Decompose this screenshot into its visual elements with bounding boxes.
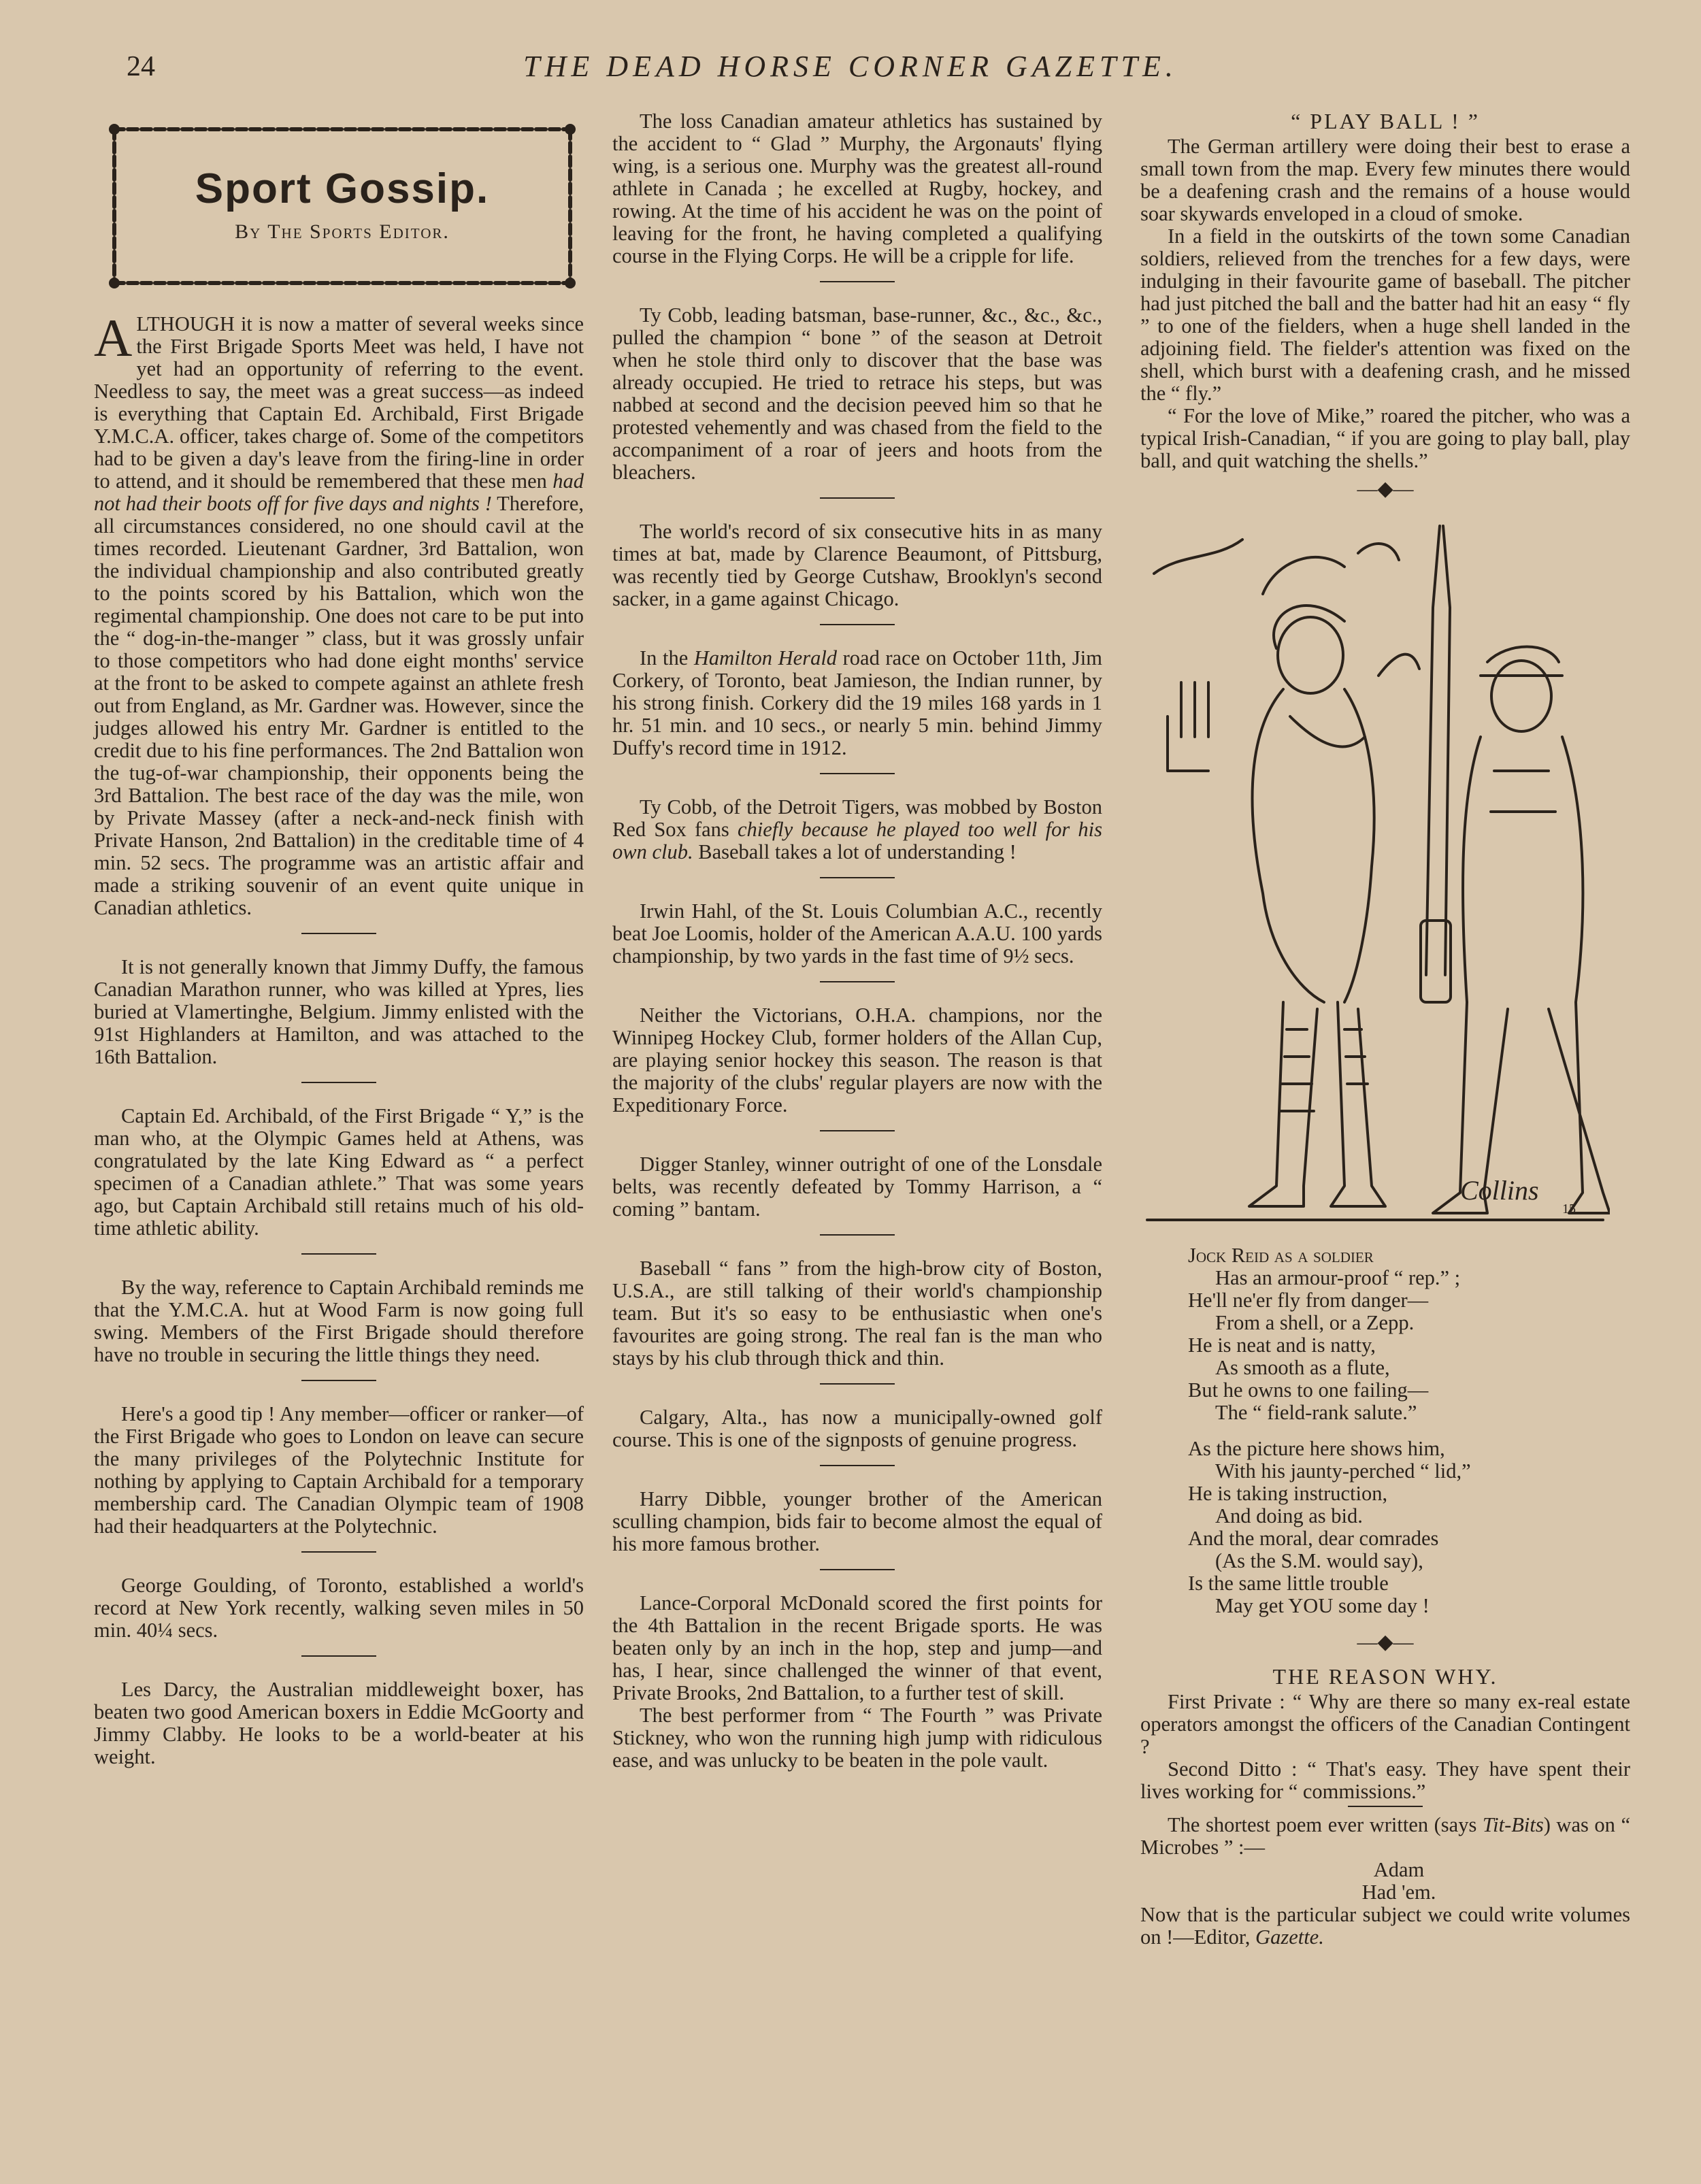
paragraph: In the Hamilton Herald road race on October 11th, Jim Corkery, of Toronto, beat Jamieson, the Indian runner, by his strong finish. Corkery did the 19 miles 168 yards in 1 hr. 51 min. and 10 secs., or nearly 5 min. behind Jimmy Duffy's record time in 1912. xyxy=(612,646,1102,759)
play-ball-heading: “ PLAY BALL ! ” xyxy=(1291,109,1480,133)
list-item xyxy=(612,304,1102,484)
separator-rule xyxy=(820,773,895,774)
paragraph: In a field in the outskirts of the town some Canadian soldiers, relieved from the trenches for a few days, were indulging in their favourite game of baseball. The pitcher had just pitched the ball and the batter had hit an easy “ fly ” to one of the fielders, when a huge shell landed in the adjoining field. The fielder's attention was fixed on the shell, which burst with a deafening crash, and he missed the “ fly.” xyxy=(1140,225,1630,405)
short-poem-line: Adam xyxy=(1373,1858,1425,1881)
paragraph: It is not generally known that Jimmy Duffy, the famous Canadian Marathon runner, who was killed at Ypres, lies buried at Vlamertinghe, Belgium. Jimmy enlisted with the 91st Highlanders at Hamilton, and was attached to the 16th Battalion. xyxy=(94,955,584,1068)
list-item xyxy=(612,1257,1102,1370)
cartoon-illustration xyxy=(1140,512,1610,1234)
separator-rule xyxy=(301,1082,376,1083)
paragraph: Captain Ed. Archibald, of the First Brigade “ Y,” is the man who, at the Olympic Games held at Athens, was congratulated by the late King Edward as “ a perfect specimen of a Canadian athlete.” That was some years ago, but Captain Archibald still retains much of his old-time athletic ability. xyxy=(94,1104,584,1240)
paragraph: Second Ditto : “ That's easy. They have spent their lives working for “ commissions.” xyxy=(1140,1757,1630,1803)
paragraph: First Private : “ Why are there so many ex-real estate operators amongst the officers of the Canadian Contingent ? xyxy=(1140,1690,1630,1758)
poem-stanza-2: As the picture here shows him, With his jaunty-perched “ lid,” He is taking instruction, And doing as bid. And the moral, dear comrades (As the S.M. would say), Is the same little trouble May get YOU some day ! xyxy=(1188,1437,1471,1617)
list-item xyxy=(612,1488,1102,1555)
sport-gossip-header-box xyxy=(108,121,577,291)
separator-rule xyxy=(820,1569,895,1570)
paragraph: The German artillery were doing their best to erase a small town from the map. Every few minutes there would be a deafening crash and the remains of a house would soar skywards enveloped in a cloud of smoke. xyxy=(1140,135,1630,225)
short-poem-line: Had 'em. xyxy=(1361,1881,1436,1904)
list-item xyxy=(612,900,1102,967)
paragraph: By the way, reference to Captain Archibald reminds me that the Y.M.C.A. hut at Wood Farm is now going full swing. Members of the First Brigade should therefore have no trouble in securing the little things they need. xyxy=(94,1276,584,1366)
lead-paragraph xyxy=(94,308,584,919)
lead-text: LTHOUGH it is now a matter of several weeks since the First Brigade Sports Meet was held, I have not yet had an opportunity of referring to the event. Needless to say, the meet was a great success—as indeed is everything that Captain Ed. Archibald, First Brigade Y.M.C.A. officer, takes charge of. Some of the competitors had to be given a day's leave from the firing-line in order to attend, and it should be remembered that these men xyxy=(94,312,584,493)
column-2 xyxy=(612,110,1102,1772)
section-title: Sport Gossip. xyxy=(195,165,490,212)
paragraph: The world's record of six consecutive hits in as many times at bat, made by Clarence Beaumont, of Pittsburg, was recently tied by George Cutshaw, Brooklyn's second sacker, in a game against Chicago. xyxy=(612,520,1102,610)
closing-paragraph: Now that is the particular subject we could write volumes on !—Editor, Gazette. xyxy=(1140,1903,1630,1949)
list-item xyxy=(94,1105,584,1240)
paragraph: Digger Stanley, winner outright of one of the Lonsdale belts, was recently defeated by Tommy Harrison, a “ coming ” bantam. xyxy=(612,1153,1102,1221)
separator-rule xyxy=(820,1383,895,1385)
list-item xyxy=(94,1574,584,1642)
paragraph: Irwin Hahl, of the St. Louis Columbian A.C., recently beat Joe Loomis, holder of the American A.A.U. 100 yards championship, by two yards in the fast time of 9½ secs. xyxy=(612,899,1102,967)
paragraph: George Goulding, of Toronto, established a world's record at New York recently, walking seven miles in 50 min. 40¼ secs. xyxy=(94,1574,584,1642)
lead-text-2: Therefore, all circumstances considered, no one should cavil at the times recorded. Lieutenant Gardner, 3rd Battalion, won the individual championship and also contributed greatly to the points scored by his Battalion, which won the regimental championship. One does not care to be put into the “ dog-in-the-manger ” class, but it was grossly unfair to those competitors who had done eight months' service at the front to be asked to compete against an athlete fresh out from England, as Mr. Gardner was. However, since the judges allowed his entry Mr. Gardner is entitled to the credit due to his fine performances. The 2nd Battalion won the tug-of-war championship, their opponents being the 3rd Battalion. The best race of the day was the mile, won by Private Massey (after a neck-and-neck finish with Private Hanson, 2nd Battalion) in the creditable time of 4 min. 52 secs. The programme was an artistic affair and made a striking souvenir of an event quite unique in Canadian athletics. xyxy=(94,492,584,919)
paragraph: Here's a good tip ! Any member—officer or ranker—of the First Brigade who goes to London on leave can secure the many privileges of the Polytechnic Institute for nothing by applying to Captain Archibald for a temporary membership card. The Canadian Olympic team of 1908 had their headquarters at the Polytechnic. xyxy=(94,1402,584,1538)
paragraph: Baseball “ fans ” from the high-brow city of Boston, U.S.A., are still talking of their world's championship team. But it's so easy to be enthusiastic when one's favourites are going strong. The real fan is the man who stays by his club through thick and thin. xyxy=(612,1257,1102,1370)
separator-rule xyxy=(301,1551,376,1553)
paragraph: “ For the love of Mike,” roared the pitcher, who was a typical Irish-Canadian, “ if you are going to play ball, play ball, and quit watching the shells.” xyxy=(1140,404,1630,472)
drop-cap: A xyxy=(94,308,133,367)
ornament-divider: —◆— xyxy=(1357,478,1414,500)
separator-rule xyxy=(301,933,376,934)
poem-stanza-1: Jock Reid as a soldier Has an armour-proof “ rep.” ; He'll ne'er fly from danger— From a shell, or a Zepp. He is neat and is natty, As smooth as a flute, But he owns to one failing— The “ field-rank salute.” xyxy=(1188,1244,1461,1424)
list-item xyxy=(612,647,1102,759)
paragraph: The loss Canadian amateur athletics has sustained by the accident to “ Glad ” Murphy, the Argonauts' flying wing, is a serious one. Murphy was the greatest all-round athlete in Canada ; he excelled at Rugby, hockey, and rowing. At the time of his accident he was on the point of leaving for the front, he having completed a qualifying course in the Flying Corps. He will be a cripple for life. xyxy=(612,110,1102,267)
ornament-divider: —◆— xyxy=(1357,1631,1414,1653)
paragraph: Les Darcy, the Australian middleweight boxer, has beaten two good American boxers in Eddie McGoorty and Jimmy Clabby. He looks to be a world-beater at his weight. xyxy=(94,1678,584,1768)
list-item xyxy=(612,1153,1102,1221)
separator-rule xyxy=(820,1234,895,1236)
paragraph: Calgary, Alta., has now a municipally-owned golf course. This is one of the signposts of genuine progress. xyxy=(612,1406,1102,1451)
running-head: THE DEAD HORSE CORNER GAZETTE. xyxy=(523,50,1178,83)
paragraph: The best performer from “ The Fourth ” was Private Stickney, who won the running high jump with ridiculous ease, and was unlucky to be beaten in the pole vault. xyxy=(612,1704,1102,1772)
list-item xyxy=(94,1403,584,1538)
artist-signature: Collins xyxy=(1460,1175,1539,1206)
separator-rule xyxy=(301,1380,376,1381)
separator-rule xyxy=(820,281,895,282)
column-1 xyxy=(94,308,584,1806)
separator-rule xyxy=(301,1253,376,1255)
separator-rule xyxy=(820,981,895,982)
list-item xyxy=(94,1678,584,1768)
list-item xyxy=(612,520,1102,610)
separator-rule xyxy=(820,877,895,878)
paragraph: Ty Cobb, leading batsman, base-runner, &c., &c., &c., pulled the champion “ bone ” of the season at Detroit when he stole third only to discover that the base was already occupied. He tried to retrace his steps, but was nabbed at second and the decision peeved him so that he protested vehemently and was chased from the field to the accompaniment of a roar of jeers and hoots from the bleachers. xyxy=(612,303,1102,484)
separator-rule xyxy=(301,1655,376,1657)
separator-rule xyxy=(820,624,895,625)
separator-rule xyxy=(820,1130,895,1131)
artist-year: 15 xyxy=(1562,1202,1576,1217)
paragraph: Lance-Corporal McDonald scored the first points for the 4th Battalion in the recent Brigade sports. He was beaten only by an inch in the hop, step and jump—and has, I hear, since challenged the winner of that event, Private Brooks, 2nd Battalion, to a further test of skill. xyxy=(612,1591,1102,1704)
list-item xyxy=(612,796,1102,863)
list-item xyxy=(94,1276,584,1366)
separator-rule xyxy=(1348,1806,1423,1807)
paragraph: The shortest poem ever written (says Tit-Bits) was on “ Microbes ” :— xyxy=(1140,1813,1630,1859)
paragraph: Ty Cobb, of the Detroit Tigers, was mobbed by Boston Red Sox fans chiefly because he played too well for his own club. Baseball takes a lot of understanding ! xyxy=(612,795,1102,863)
paragraph: Neither the Victorians, O.H.A. champions, nor the Winnipeg Hockey Club, former holders of the Allan Cup, are playing senior hockey this season. The reason is that the majority of the clubs' regular players are now with the Expeditionary Force. xyxy=(612,1004,1102,1116)
byline: By The Sports Editor. xyxy=(235,220,450,243)
list-item xyxy=(94,956,584,1068)
page-number: 24 xyxy=(127,51,155,82)
lead-italic: had not had their boots off for five days and nights ! xyxy=(94,469,584,515)
lead-article xyxy=(94,308,584,919)
reason-why-heading: THE REASON WHY. xyxy=(1272,1664,1498,1689)
list-item xyxy=(612,1406,1102,1451)
list-item xyxy=(612,110,1102,267)
column-3 xyxy=(1140,110,1630,1949)
paragraph: Harry Dibble, younger brother of the American sculling champion, bids fair to become almost the equal of his more famous brother. xyxy=(612,1487,1102,1555)
list-item xyxy=(612,1004,1102,1116)
list-item xyxy=(612,1592,1102,1772)
separator-rule xyxy=(820,497,895,499)
separator-rule xyxy=(820,1465,895,1466)
